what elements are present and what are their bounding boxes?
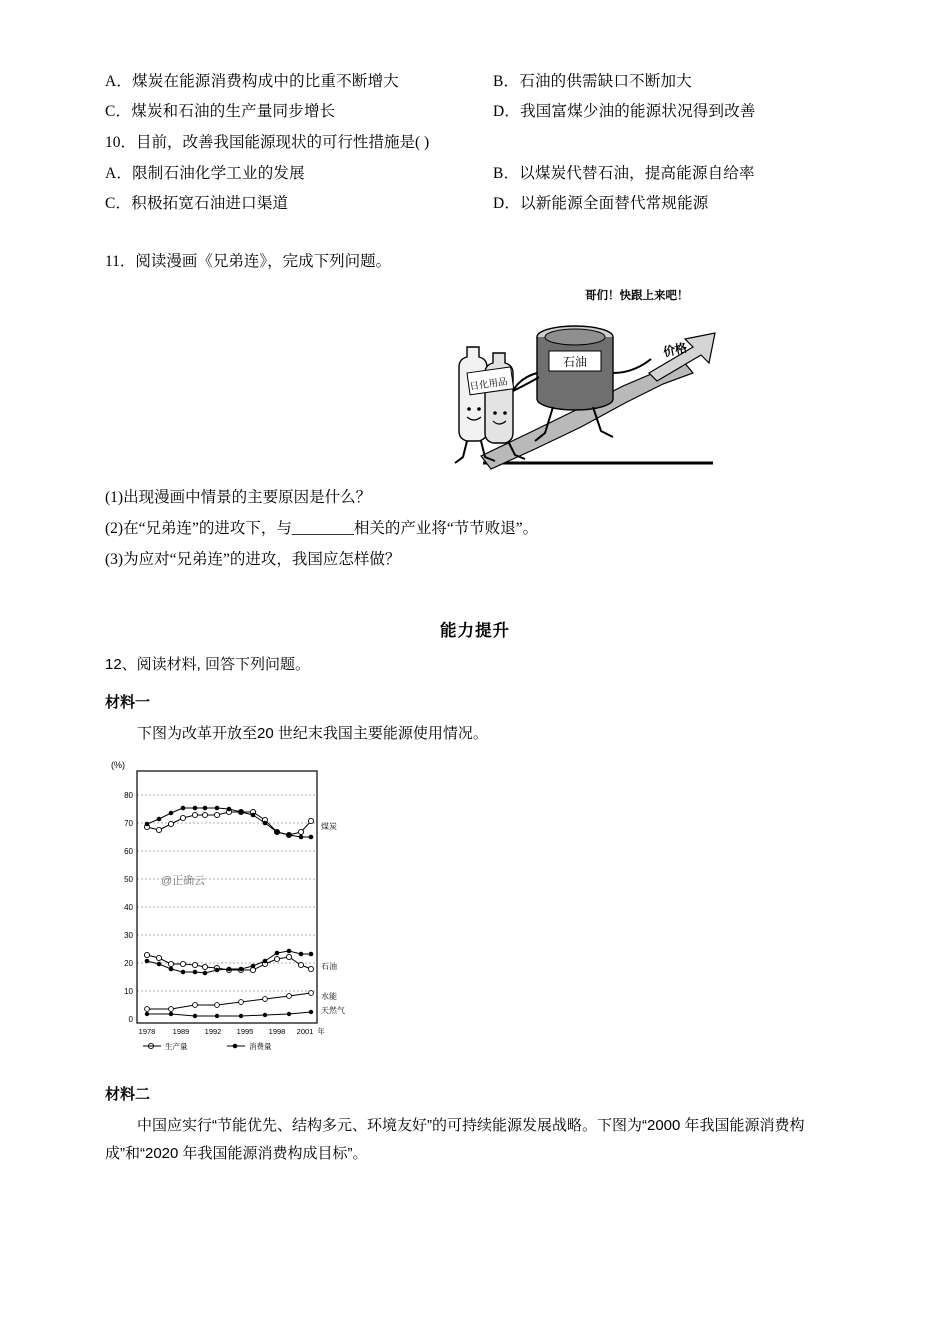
svg-text:日化用品: 日化用品 [469, 376, 509, 393]
svg-text:消费量: 消费量 [249, 1041, 272, 1051]
option-b: B．石油的供需缺口不断加大 [493, 73, 692, 90]
comic-price-label: 价格 [661, 340, 689, 360]
question-12-stem: 12、阅读材料, 回答下列问题。 [105, 656, 311, 674]
svg-text:石油: 石油 [321, 961, 337, 971]
option-d: D．我国富煤少油的能源状况得到改善 [493, 103, 756, 121]
svg-text:1995: 1995 [236, 1026, 254, 1036]
svg-text:30: 30 [124, 930, 133, 940]
svg-text:0: 0 [128, 1014, 133, 1024]
svg-text:1978: 1978 [138, 1026, 156, 1036]
svg-text:40: 40 [124, 902, 133, 912]
question-row [105, 192, 845, 215]
comic-illustration [363, 281, 743, 481]
page-content [105, 70, 845, 1169]
material-1-text: 下图为改革开放至20 世纪末我国主要能源使用情况。 [137, 725, 488, 743]
option-a: A．煤炭在能源消费构成中的比重不断增大 [105, 73, 399, 90]
option-c: C．煤炭和石油的生产量同步增长 [105, 103, 336, 121]
question-row [105, 100, 845, 123]
svg-text:10: 10 [124, 986, 133, 996]
svg-text:年: 年 [317, 1026, 325, 1036]
svg-text:60: 60 [124, 846, 133, 856]
material-2-text: 中国应实行“节能优先、结构多元、环境友好”的可持续能源发展战略。下图为“2000 年我国能源消费构成”和“2020 年我国能源消费构成目标”。 [105, 1116, 805, 1163]
svg-text:天然气: 天然气 [321, 1005, 345, 1015]
svg-text:1989: 1989 [172, 1026, 190, 1036]
svg-text:1998: 1998 [268, 1026, 286, 1036]
svg-text:煤炭: 煤炭 [321, 821, 337, 831]
chart-svg [105, 757, 345, 1057]
q11-sub1: (1)出现漫画中情景的主要原因是什么？ [105, 489, 372, 507]
q10-option-c: C．积极拓宽石油进口渠道 [105, 194, 289, 212]
comic-svg [363, 281, 743, 481]
q10-option-a: A．限制石油化学工业的发展 [105, 164, 305, 182]
section-title: 能力提升 [440, 622, 510, 641]
svg-text:2001: 2001 [296, 1026, 314, 1036]
svg-text:石油: 石油 [562, 355, 588, 370]
svg-text:50: 50 [124, 874, 133, 884]
svg-text:生产量: 生产量 [165, 1041, 188, 1051]
q11-sub2: (2)在“兄弟连”的进攻下，与________相关的产业将“节节败退”。 [105, 520, 539, 538]
svg-text:水能: 水能 [321, 991, 337, 1001]
question-row [105, 162, 845, 185]
comic-illustration-wrapper [105, 281, 845, 486]
question-row [105, 70, 845, 93]
question-10-stem: 10．目前，改善我国能源现状的可行性措施是( ) [105, 133, 430, 151]
material-2-label: 材料二 [105, 1085, 151, 1103]
comic-shout-text: 哥们！快跟上来吧！ [585, 290, 689, 303]
energy-usage-chart [105, 757, 345, 1057]
material-1-label: 材料一 [105, 694, 151, 712]
svg-text:(%): (%) [111, 759, 125, 770]
q10-option-b: B．以煤炭代替石油，提高能源自给率 [493, 164, 755, 182]
watermark: @正确云 [161, 874, 206, 887]
svg-text:1992: 1992 [204, 1026, 222, 1036]
svg-text:20: 20 [124, 958, 133, 968]
svg-text:70: 70 [124, 818, 133, 828]
q10-option-d: D．以新能源全面替代常规能源 [493, 194, 709, 212]
svg-text:80: 80 [124, 790, 133, 800]
question-11-stem: 11．阅读漫画《兄弟连》，完成下列问题。 [105, 253, 392, 271]
q11-sub3: (3)为应对“兄弟连”的进攻，我国应怎样做？ [105, 551, 401, 569]
